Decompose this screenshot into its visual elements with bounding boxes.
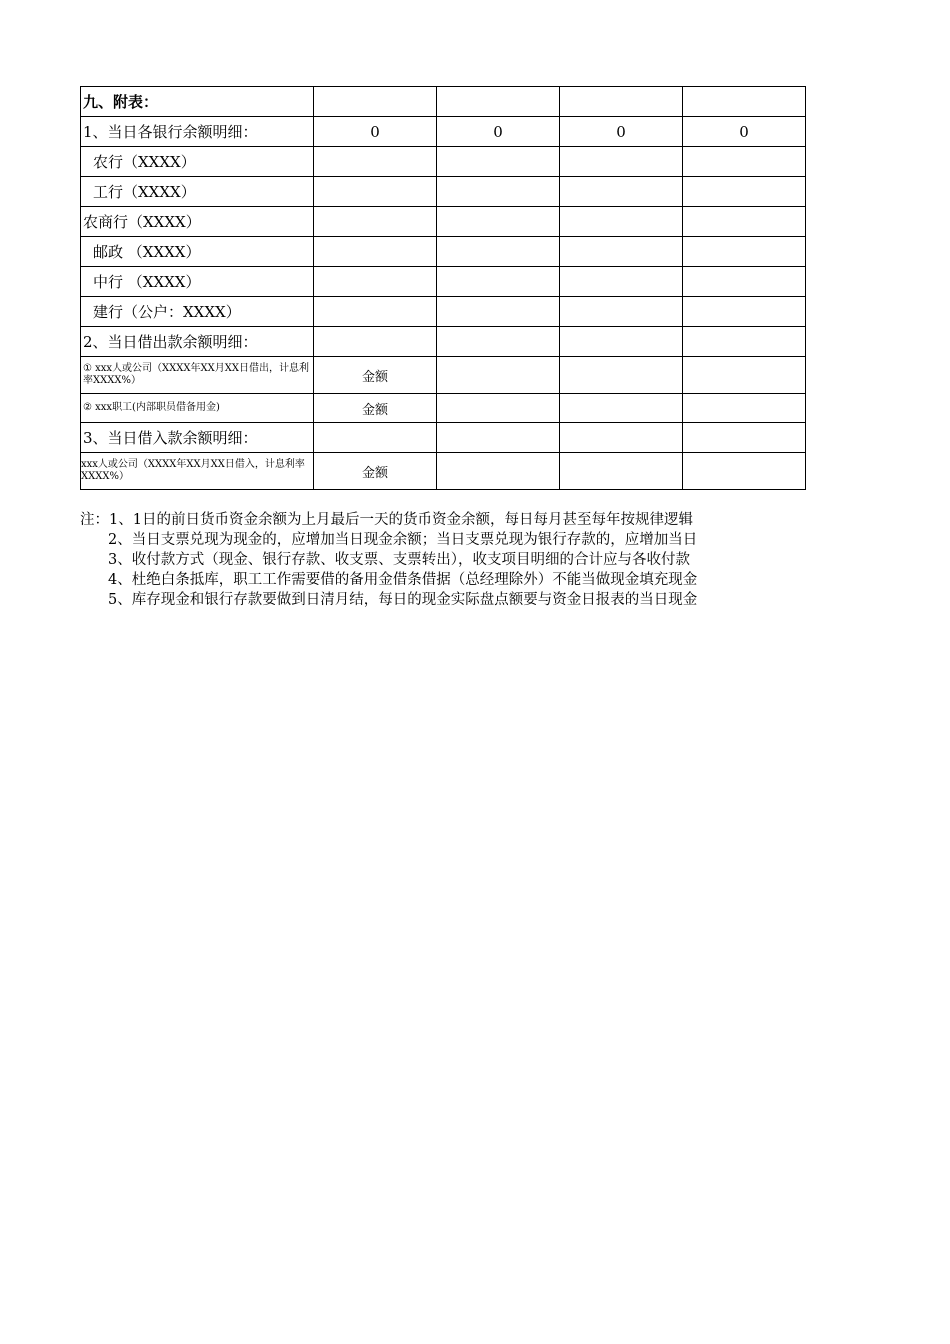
table-row	[81, 423, 806, 453]
table-row	[81, 327, 806, 357]
table-row	[81, 207, 806, 237]
cell[interactable]	[314, 297, 437, 327]
cell[interactable]	[560, 147, 683, 177]
table-row	[81, 147, 806, 177]
amount-label-cell[interactable]: 金额	[314, 394, 437, 423]
bank-total-cell[interactable]: 0	[314, 117, 437, 147]
cell[interactable]	[314, 327, 437, 357]
cell[interactable]	[683, 267, 806, 297]
cell[interactable]	[560, 423, 683, 453]
cell[interactable]	[437, 237, 560, 267]
cell[interactable]	[683, 147, 806, 177]
lend-item-label[interactable]: ① xxx人或公司（XXXX年XX月XX日借出，计息利率XXXX%）	[81, 357, 314, 394]
borrow-balance-header[interactable]: 3、当日借入款余额明细：	[81, 423, 314, 453]
table-row	[81, 117, 806, 147]
bank-name-cell[interactable]: 工行（XXXX）	[81, 177, 314, 207]
notes-section	[80, 510, 805, 610]
cell[interactable]	[437, 207, 560, 237]
cell[interactable]	[683, 207, 806, 237]
bank-name-cell[interactable]: 建行（公户：XXXX）	[81, 297, 314, 327]
cell[interactable]	[683, 297, 806, 327]
cell[interactable]	[560, 237, 683, 267]
cell[interactable]	[437, 357, 560, 394]
cell[interactable]	[560, 267, 683, 297]
cell[interactable]	[437, 177, 560, 207]
bank-name-cell[interactable]: 邮政 （XXXX）	[81, 237, 314, 267]
table-row	[81, 87, 806, 117]
cell[interactable]	[560, 87, 683, 117]
cell[interactable]	[314, 87, 437, 117]
table-row	[81, 267, 806, 297]
cell[interactable]	[683, 394, 806, 423]
appendix-table	[80, 86, 806, 490]
bank-balance-header[interactable]: 1、当日各银行余额明细：	[81, 117, 314, 147]
cell[interactable]	[683, 237, 806, 267]
cell[interactable]	[560, 177, 683, 207]
cell[interactable]	[683, 87, 806, 117]
bank-name-cell[interactable]: 中行 （XXXX）	[81, 267, 314, 297]
lend-item-label[interactable]: ② xxx职工(内部职员借备用金)	[81, 394, 314, 423]
table-row	[81, 357, 806, 394]
table-row	[81, 177, 806, 207]
cell[interactable]	[560, 453, 683, 490]
lend-balance-header[interactable]: 2、当日借出款余额明细：	[81, 327, 314, 357]
cell[interactable]	[560, 207, 683, 237]
note-line[interactable]: 5、库存现金和银行存款要做到日清月结，每日的现金实际盘点额要与资金日报表的当日现金	[108, 592, 698, 608]
cell[interactable]	[314, 147, 437, 177]
cell[interactable]	[560, 357, 683, 394]
note-line[interactable]: 2、当日支票兑现为现金的，应增加当日现金余额；当日支票兑现为银行存款的，应增加当日	[108, 532, 698, 548]
cell[interactable]	[683, 357, 806, 394]
table-row	[81, 453, 806, 490]
table-row	[81, 237, 806, 267]
borrow-item-label[interactable]: xxx人或公司（XXXX年XX月XX日借入，计息利率XXXX%）	[81, 453, 314, 490]
cell[interactable]	[560, 394, 683, 423]
cell[interactable]	[314, 423, 437, 453]
cell[interactable]	[437, 453, 560, 490]
cell[interactable]	[437, 87, 560, 117]
cell[interactable]	[314, 237, 437, 267]
table-row	[81, 394, 806, 423]
amount-label-cell[interactable]: 金额	[314, 453, 437, 490]
cell[interactable]	[683, 423, 806, 453]
note-line[interactable]: 4、杜绝白条抵库，职工工作需要借的备用金借条借据（总经理除外）不能当做现金填充现金	[108, 572, 698, 588]
cell[interactable]	[683, 453, 806, 490]
appendix-table-area	[80, 86, 805, 490]
bank-total-cell[interactable]: 0	[560, 117, 683, 147]
cell[interactable]	[437, 327, 560, 357]
cell[interactable]	[437, 423, 560, 453]
table-row	[81, 297, 806, 327]
cell[interactable]	[437, 147, 560, 177]
section-title[interactable]: 九、附表：	[81, 87, 314, 117]
cell[interactable]	[437, 297, 560, 327]
cell[interactable]	[560, 327, 683, 357]
bank-name-cell[interactable]: 农行（XXXX）	[81, 147, 314, 177]
note-line[interactable]: 注：1、1日的前日货币资金余额为上月最后一天的货币资金余额，每日每月甚至每年按规律逻辑	[80, 512, 693, 528]
cell[interactable]	[683, 327, 806, 357]
cell[interactable]	[437, 267, 560, 297]
bank-total-cell[interactable]: 0	[683, 117, 806, 147]
cell[interactable]	[314, 267, 437, 297]
cell[interactable]	[437, 394, 560, 423]
bank-total-cell[interactable]: 0	[437, 117, 560, 147]
cell[interactable]	[314, 207, 437, 237]
cell[interactable]	[683, 177, 806, 207]
cell[interactable]	[560, 297, 683, 327]
amount-label-cell[interactable]: 金额	[314, 357, 437, 394]
bank-name-cell[interactable]: 农商行（XXXX）	[81, 207, 314, 237]
note-line[interactable]: 3、收付款方式（现金、银行存款、收支票、支票转出），收支项目明细的合计应与各收付款	[108, 552, 690, 568]
cell[interactable]	[314, 177, 437, 207]
